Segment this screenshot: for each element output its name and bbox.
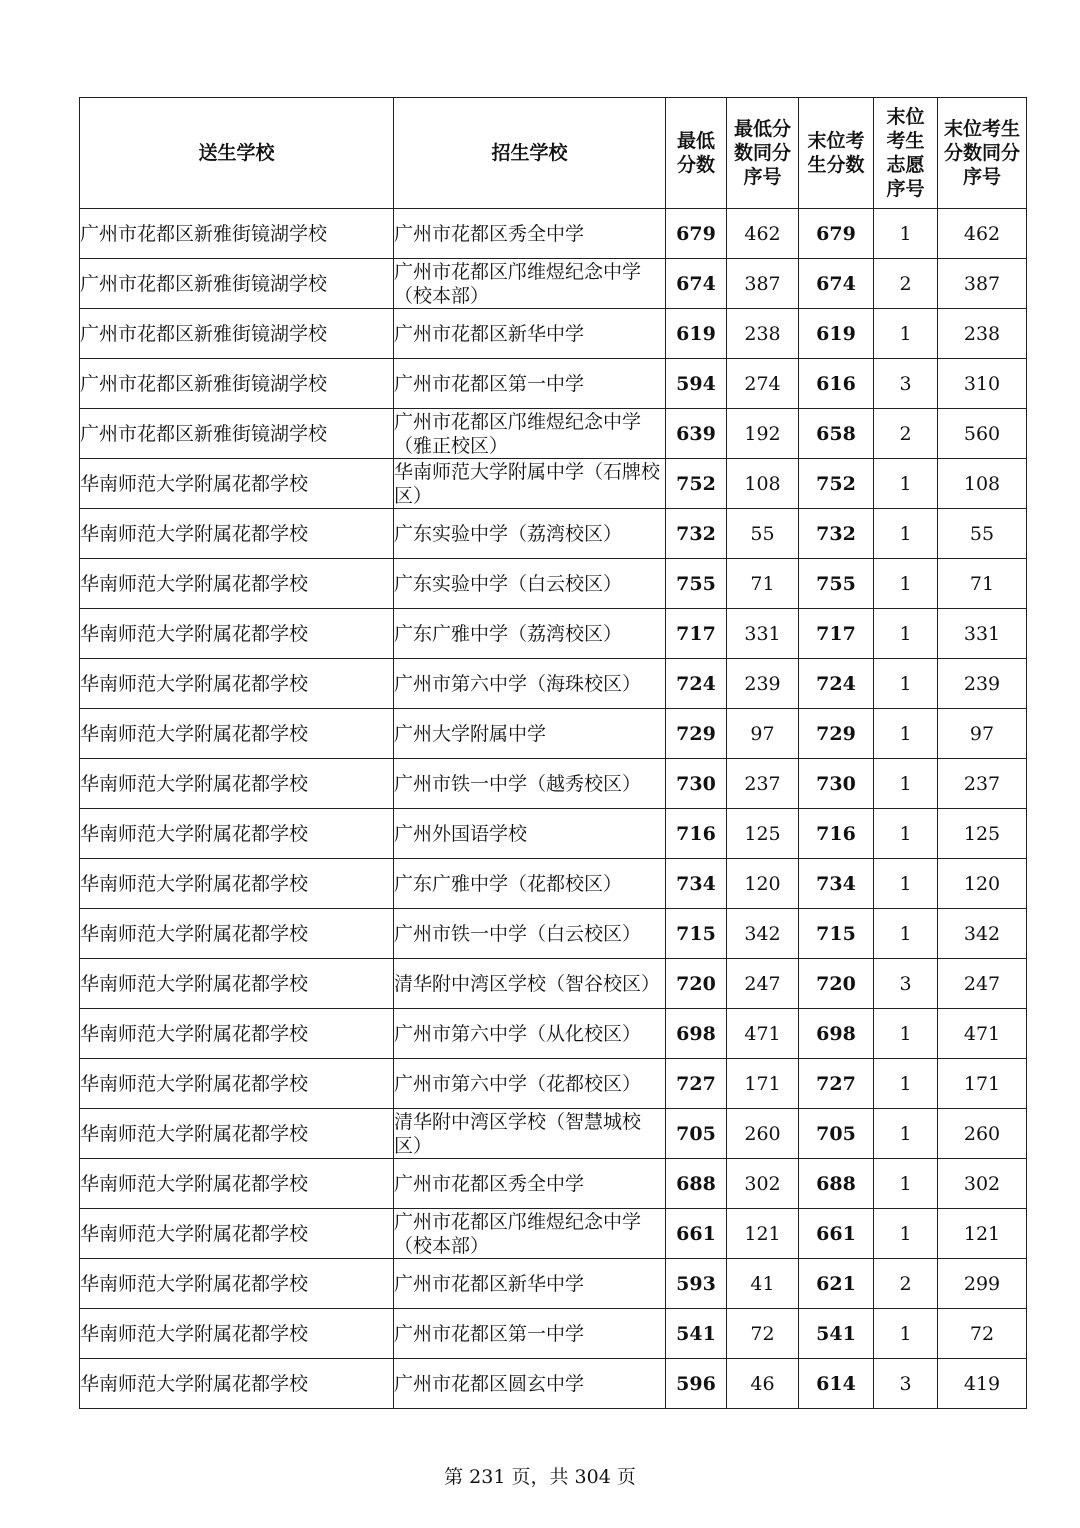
cell-min-score: 729 (666, 709, 727, 759)
cell-admitting-school: 清华附中湾区学校（智谷校区） (394, 959, 666, 1009)
cell-admitting-school: 广州市铁一中学（越秀校区） (394, 759, 666, 809)
cell-last-choice-rank: 1 (874, 459, 938, 509)
cell-last-score-tie-rank: 97 (938, 709, 1027, 759)
cell-last-choice-rank: 1 (874, 1209, 938, 1259)
cell-sender-school: 华南师范大学附属花都学校 (80, 709, 394, 759)
table-row (80, 1359, 1027, 1409)
cell-last-score: 705 (799, 1109, 874, 1159)
cell-sender-school: 华南师范大学附属花都学校 (80, 1009, 394, 1059)
cell-min-score-tie-rank: 125 (727, 809, 799, 859)
cell-last-score-tie-rank: 342 (938, 909, 1027, 959)
cell-last-choice-rank: 1 (874, 909, 938, 959)
cell-min-score: 705 (666, 1109, 727, 1159)
cell-last-score-tie-rank: 239 (938, 659, 1027, 709)
cell-last-score: 614 (799, 1359, 874, 1409)
cell-admitting-school: 广州市铁一中学（白云校区） (394, 909, 666, 959)
cell-min-score: 755 (666, 559, 727, 609)
cell-sender-school: 华南师范大学附属花都学校 (80, 559, 394, 609)
cell-last-choice-rank: 1 (874, 659, 938, 709)
cell-last-choice-rank: 1 (874, 1159, 938, 1209)
cell-min-score-tie-rank: 192 (727, 409, 799, 459)
table-header-row (80, 98, 1027, 209)
cell-min-score-tie-rank: 71 (727, 559, 799, 609)
table-row (80, 859, 1027, 909)
table-row (80, 609, 1027, 659)
header-last-score-text: 末位考生分数 (807, 130, 865, 176)
cell-min-score: 752 (666, 459, 727, 509)
table-row (80, 209, 1027, 259)
cell-last-score: 621 (799, 1259, 874, 1309)
cell-min-score: 730 (666, 759, 727, 809)
cell-last-choice-rank: 1 (874, 309, 938, 359)
cell-min-score-tie-rank: 72 (727, 1309, 799, 1359)
cell-min-score: 734 (666, 859, 727, 909)
cell-sender-school: 华南师范大学附属花都学校 (80, 1109, 394, 1159)
cell-last-score-tie-rank: 299 (938, 1259, 1027, 1309)
table-row (80, 509, 1027, 559)
cell-sender-school: 华南师范大学附属花都学校 (80, 1159, 394, 1209)
table-row (80, 409, 1027, 459)
cell-last-score-tie-rank: 462 (938, 209, 1027, 259)
cell-min-score-tie-rank: 387 (727, 259, 799, 309)
cell-last-score: 619 (799, 309, 874, 359)
cell-min-score-tie-rank: 302 (727, 1159, 799, 1209)
cell-min-score: 698 (666, 1009, 727, 1059)
cell-last-choice-rank: 1 (874, 1059, 938, 1109)
cell-admitting-school: 广州市花都区第一中学 (394, 359, 666, 409)
cell-last-score: 730 (799, 759, 874, 809)
table-row (80, 1159, 1027, 1209)
cell-last-score: 717 (799, 609, 874, 659)
cell-last-score: 674 (799, 259, 874, 309)
cell-admitting-school: 华南师范大学附属中学（石牌校区） (394, 459, 666, 509)
table-row (80, 659, 1027, 709)
cell-min-score-tie-rank: 237 (727, 759, 799, 809)
cell-last-choice-rank: 1 (874, 709, 938, 759)
table-body (80, 209, 1027, 1409)
page-footer: 第 231 页，共 304 页 (444, 1466, 636, 1488)
cell-last-choice-rank: 1 (874, 809, 938, 859)
cell-min-score-tie-rank: 108 (727, 459, 799, 509)
cell-sender-school: 华南师范大学附属花都学校 (80, 1309, 394, 1359)
cell-sender-school: 华南师范大学附属花都学校 (80, 1209, 394, 1259)
cell-min-score: 727 (666, 1059, 727, 1109)
cell-min-score-tie-rank: 260 (727, 1109, 799, 1159)
cell-last-score: 688 (799, 1159, 874, 1209)
cell-min-score-tie-rank: 238 (727, 309, 799, 359)
cell-last-score: 698 (799, 1009, 874, 1059)
header-last-choice-rank (874, 98, 938, 209)
cell-last-score-tie-rank: 237 (938, 759, 1027, 809)
cell-last-score: 752 (799, 459, 874, 509)
header-last-score-tie-rank-text: 末位考生分数同分序号 (943, 118, 1020, 188)
cell-min-score-tie-rank: 247 (727, 959, 799, 1009)
cell-last-score-tie-rank: 238 (938, 309, 1027, 359)
cell-sender-school: 广州市花都区新雅街镜湖学校 (80, 409, 394, 459)
table-row (80, 909, 1027, 959)
cell-last-score: 720 (799, 959, 874, 1009)
cell-sender-school: 华南师范大学附属花都学校 (80, 959, 394, 1009)
cell-admitting-school: 广州市花都区圆玄中学 (394, 1359, 666, 1409)
cell-last-score-tie-rank: 72 (938, 1309, 1027, 1359)
cell-admitting-school: 广州市花都区邝维煜纪念中学（校本部） (394, 1209, 666, 1259)
cell-last-choice-rank: 1 (874, 509, 938, 559)
cell-last-score: 724 (799, 659, 874, 709)
cell-last-choice-rank: 2 (874, 409, 938, 459)
cell-last-choice-rank: 1 (874, 759, 938, 809)
cell-last-score: 679 (799, 209, 874, 259)
cell-min-score: 593 (666, 1259, 727, 1309)
cell-min-score-tie-rank: 120 (727, 859, 799, 909)
cell-admitting-school: 广州市花都区秀全中学 (394, 209, 666, 259)
table-row (80, 1259, 1027, 1309)
cell-admitting-school: 清华附中湾区学校（智慧城校区） (394, 1109, 666, 1159)
cell-min-score: 619 (666, 309, 727, 359)
cell-admitting-school: 广州市花都区新华中学 (394, 1259, 666, 1309)
cell-sender-school: 华南师范大学附属花都学校 (80, 759, 394, 809)
header-min-score-tie-rank (727, 98, 799, 209)
cell-last-choice-rank: 1 (874, 1009, 938, 1059)
cell-admitting-school: 广州市第六中学（花都校区） (394, 1059, 666, 1109)
cell-last-choice-rank: 1 (874, 559, 938, 609)
cell-sender-school: 华南师范大学附属花都学校 (80, 909, 394, 959)
header-last-score (799, 98, 874, 209)
cell-sender-school: 广州市花都区新雅街镜湖学校 (80, 359, 394, 409)
cell-last-score-tie-rank: 171 (938, 1059, 1027, 1109)
cell-last-score-tie-rank: 471 (938, 1009, 1027, 1059)
cell-sender-school: 广州市花都区新雅街镜湖学校 (80, 209, 394, 259)
cell-admitting-school: 广东广雅中学（花都校区） (394, 859, 666, 909)
cell-min-score: 661 (666, 1209, 727, 1259)
table-row (80, 1309, 1027, 1359)
cell-min-score-tie-rank: 342 (727, 909, 799, 959)
cell-sender-school: 华南师范大学附属花都学校 (80, 509, 394, 559)
cell-last-score-tie-rank: 331 (938, 609, 1027, 659)
cell-admitting-school: 广州市花都区邝维煜纪念中学（雅正校区） (394, 409, 666, 459)
cell-min-score: 594 (666, 359, 727, 409)
cell-last-choice-rank: 1 (874, 609, 938, 659)
cell-last-choice-rank: 2 (874, 259, 938, 309)
cell-last-score: 727 (799, 1059, 874, 1109)
cell-last-score-tie-rank: 71 (938, 559, 1027, 609)
cell-last-score-tie-rank: 302 (938, 1159, 1027, 1209)
cell-sender-school: 广州市花都区新雅街镜湖学校 (80, 259, 394, 309)
table-row (80, 809, 1027, 859)
cell-last-score-tie-rank: 55 (938, 509, 1027, 559)
cell-min-score: 717 (666, 609, 727, 659)
cell-last-score: 716 (799, 809, 874, 859)
cell-min-score: 715 (666, 909, 727, 959)
header-sender-school: 送生学校 (80, 98, 394, 209)
cell-last-score-tie-rank: 120 (938, 859, 1027, 909)
cell-min-score-tie-rank: 55 (727, 509, 799, 559)
cell-last-score: 616 (799, 359, 874, 409)
cell-min-score: 716 (666, 809, 727, 859)
table-row (80, 1209, 1027, 1259)
table-row (80, 259, 1027, 309)
cell-admitting-school: 广州市花都区邝维煜纪念中学（校本部） (394, 259, 666, 309)
cell-admitting-school: 广州市花都区第一中学 (394, 1309, 666, 1359)
header-admitting-school: 招生学校 (394, 98, 666, 209)
cell-min-score-tie-rank: 97 (727, 709, 799, 759)
table-row (80, 959, 1027, 1009)
cell-admitting-school: 广州市花都区新华中学 (394, 309, 666, 359)
cell-last-choice-rank: 2 (874, 1259, 938, 1309)
cell-sender-school: 华南师范大学附属花都学校 (80, 809, 394, 859)
cell-last-score-tie-rank: 387 (938, 259, 1027, 309)
cell-admitting-school: 广东实验中学（荔湾校区） (394, 509, 666, 559)
cell-admitting-school: 广州大学附属中学 (394, 709, 666, 759)
cell-admitting-school: 广州市花都区秀全中学 (394, 1159, 666, 1209)
header-min-score-tie-rank-text: 最低分数同分序号 (733, 118, 791, 188)
cell-min-score: 688 (666, 1159, 727, 1209)
cell-min-score-tie-rank: 274 (727, 359, 799, 409)
cell-min-score-tie-rank: 239 (727, 659, 799, 709)
cell-min-score-tie-rank: 331 (727, 609, 799, 659)
cell-admitting-school: 广东实验中学（白云校区） (394, 559, 666, 609)
header-last-choice-rank-text: 末位考生志愿序号 (886, 106, 925, 200)
cell-min-score-tie-rank: 41 (727, 1259, 799, 1309)
cell-last-score-tie-rank: 260 (938, 1109, 1027, 1159)
cell-last-score: 658 (799, 409, 874, 459)
table-row (80, 1109, 1027, 1159)
table-row (80, 759, 1027, 809)
cell-min-score: 679 (666, 209, 727, 259)
header-min-score (666, 98, 727, 209)
cell-last-score: 732 (799, 509, 874, 559)
cell-last-score: 661 (799, 1209, 874, 1259)
cell-admitting-school: 广州市第六中学（海珠校区） (394, 659, 666, 709)
cell-last-score-tie-rank: 310 (938, 359, 1027, 409)
cell-min-score-tie-rank: 471 (727, 1009, 799, 1059)
cell-sender-school: 华南师范大学附属花都学校 (80, 859, 394, 909)
cell-admitting-school: 广东广雅中学（荔湾校区） (394, 609, 666, 659)
table-row (80, 1059, 1027, 1109)
cell-min-score: 720 (666, 959, 727, 1009)
cell-min-score-tie-rank: 462 (727, 209, 799, 259)
cell-sender-school: 华南师范大学附属花都学校 (80, 1359, 394, 1409)
cell-last-choice-rank: 3 (874, 359, 938, 409)
table-row (80, 1009, 1027, 1059)
cell-admitting-school: 广州外国语学校 (394, 809, 666, 859)
cell-admitting-school: 广州市第六中学（从化校区） (394, 1009, 666, 1059)
cell-last-score-tie-rank: 125 (938, 809, 1027, 859)
cell-last-score: 729 (799, 709, 874, 759)
cell-min-score: 541 (666, 1309, 727, 1359)
cell-last-choice-rank: 1 (874, 1109, 938, 1159)
cell-last-score-tie-rank: 419 (938, 1359, 1027, 1409)
cell-last-choice-rank: 3 (874, 1359, 938, 1409)
table-row (80, 559, 1027, 609)
cell-last-score-tie-rank: 560 (938, 409, 1027, 459)
cell-sender-school: 华南师范大学附属花都学校 (80, 459, 394, 509)
cell-last-score: 755 (799, 559, 874, 609)
cell-sender-school: 广州市花都区新雅街镜湖学校 (80, 309, 394, 359)
table-row (80, 309, 1027, 359)
cell-sender-school: 华南师范大学附属花都学校 (80, 1259, 394, 1309)
cell-min-score: 732 (666, 509, 727, 559)
header-min-score-text: 最低分数 (676, 130, 715, 176)
cell-last-score-tie-rank: 247 (938, 959, 1027, 1009)
cell-sender-school: 华南师范大学附属花都学校 (80, 1059, 394, 1109)
cell-sender-school: 华南师范大学附属花都学校 (80, 659, 394, 709)
cell-last-choice-rank: 3 (874, 959, 938, 1009)
cell-last-choice-rank: 1 (874, 859, 938, 909)
cell-min-score-tie-rank: 121 (727, 1209, 799, 1259)
cell-min-score: 596 (666, 1359, 727, 1409)
cell-min-score: 674 (666, 259, 727, 309)
table-row (80, 459, 1027, 509)
cell-last-score: 715 (799, 909, 874, 959)
cell-last-score-tie-rank: 121 (938, 1209, 1027, 1259)
cell-sender-school: 华南师范大学附属花都学校 (80, 609, 394, 659)
cell-min-score: 724 (666, 659, 727, 709)
cell-last-choice-rank: 1 (874, 1309, 938, 1359)
table-row (80, 709, 1027, 759)
admissions-table (79, 97, 1027, 1409)
cell-min-score: 639 (666, 409, 727, 459)
cell-min-score-tie-rank: 171 (727, 1059, 799, 1109)
header-last-score-tie-rank (938, 98, 1027, 209)
cell-min-score-tie-rank: 46 (727, 1359, 799, 1409)
cell-last-score: 541 (799, 1309, 874, 1359)
table-row (80, 359, 1027, 409)
cell-last-choice-rank: 1 (874, 209, 938, 259)
cell-last-score: 734 (799, 859, 874, 909)
cell-last-score-tie-rank: 108 (938, 459, 1027, 509)
